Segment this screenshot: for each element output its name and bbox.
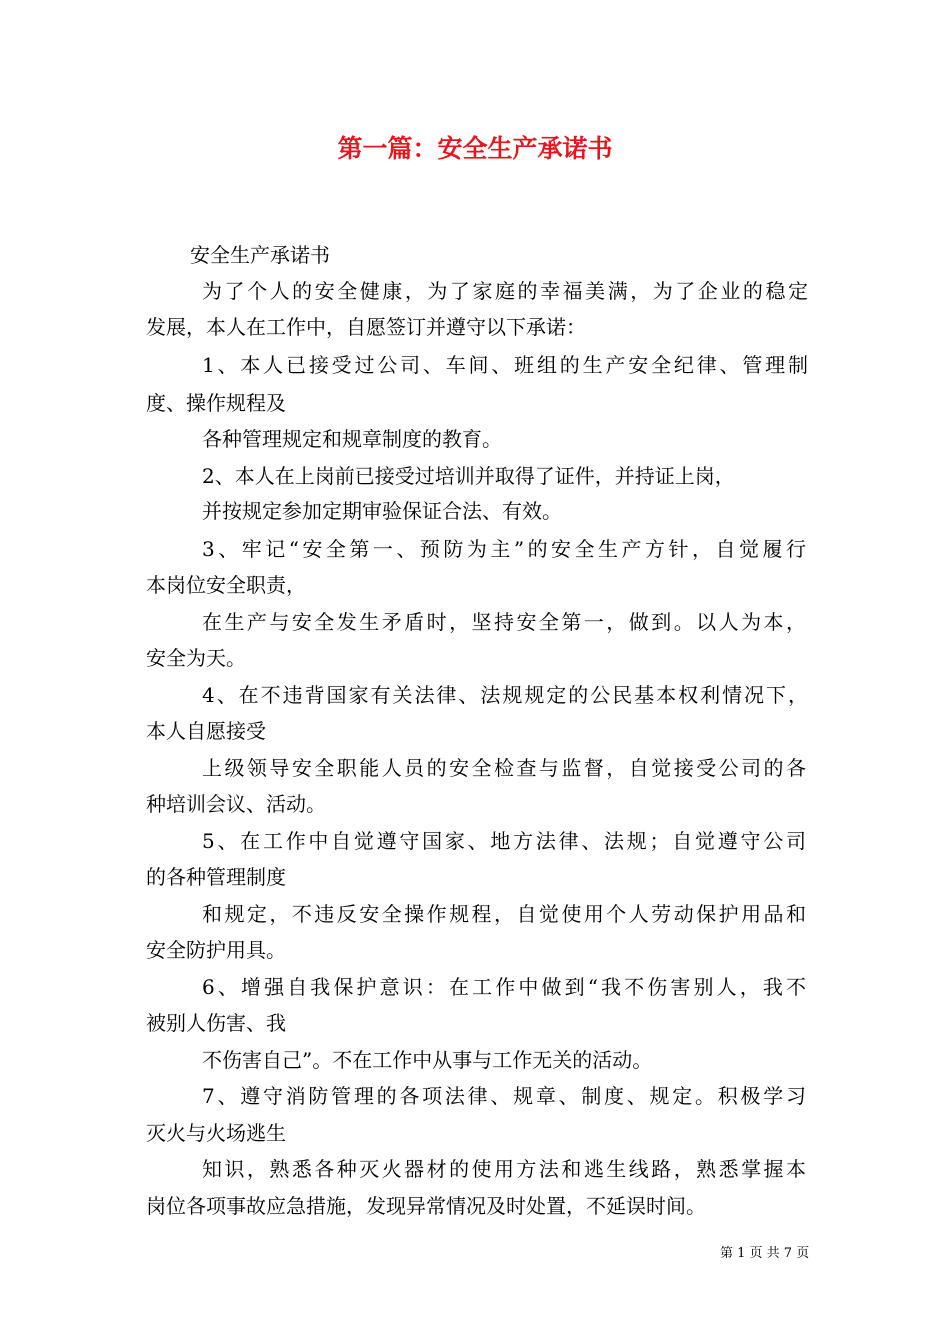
body-line: 度、操作规程及 xyxy=(146,391,286,415)
body-line: 7、遵守消防管理的各项法律、规章、制度、规定。积极学习 xyxy=(202,1084,806,1108)
body-line: 发展，本人在工作中，自愿签订并遵守以下承诺： xyxy=(146,315,586,339)
body-line: 5、在工作中自觉遵守国家、地方法律、法规；自觉遵守公司 xyxy=(202,829,806,853)
body-line: 灭火与火场逃生 xyxy=(146,1121,286,1145)
body-line: 6、增强自我保护意识：在工作中做到“我不伤害别人，我不 xyxy=(202,975,806,999)
body-line: 种培训会议、活动。 xyxy=(146,792,326,816)
body-line: 为了个人的安全健康，为了家庭的幸福美满，为了企业的稳定 xyxy=(202,279,808,303)
body-line: 3、牢记“安全第一、预防为主”的安全生产方针，自觉履行 xyxy=(202,537,806,561)
body-line: 安全为天。 xyxy=(146,646,246,670)
body-line: 岗位各项事故应急措施，发现异常情况及时处置，不延误时间。 xyxy=(146,1194,706,1218)
body-line: 2、本人在上岗前已接受过培训并取得了证件，并持证上岗， xyxy=(202,464,735,488)
body-line: 在生产与安全发生矛盾时，坚持安全第一，做到。以人为本， xyxy=(202,610,806,634)
body-line: 知识，熟悉各种灭火器材的使用方法和逃生线路，熟悉掌握本 xyxy=(202,1157,806,1181)
body-line: 上级领导安全职能人员的安全检查与监督，自觉接受公司的各 xyxy=(202,756,806,780)
document-title: 第一篇：安全生产承诺书 xyxy=(337,134,613,163)
body-line: 各种管理规定和规章制度的教育。 xyxy=(202,427,502,451)
body-line: 本人自愿接受 xyxy=(146,719,266,743)
body-line: 4、在不违背国家有关法律、法规规定的公民基本权利情况下， xyxy=(202,683,808,707)
body-line: 并按规定参加定期审验保证合法、有效。 xyxy=(202,499,562,523)
body-line-subtitle: 安全生产承诺书 xyxy=(190,243,330,267)
body-line: 的各种管理制度 xyxy=(146,865,286,889)
page-number: 第 1 页 共 7 页 xyxy=(720,1246,810,1261)
body-line: 不伤害自己”。不在工作中从事与工作无关的活动。 xyxy=(202,1048,653,1072)
body-line: 本岗位安全职责， xyxy=(146,573,306,597)
body-line: 和规定，不违反安全操作规程，自觉使用个人劳动保护用品和 xyxy=(202,902,806,926)
body-line: 1、本人已接受过公司、车间、班组的生产安全纪律、管理制 xyxy=(202,353,808,377)
body-line: 安全防护用具。 xyxy=(146,938,286,962)
body-line: 被别人伤害、我 xyxy=(146,1011,286,1035)
